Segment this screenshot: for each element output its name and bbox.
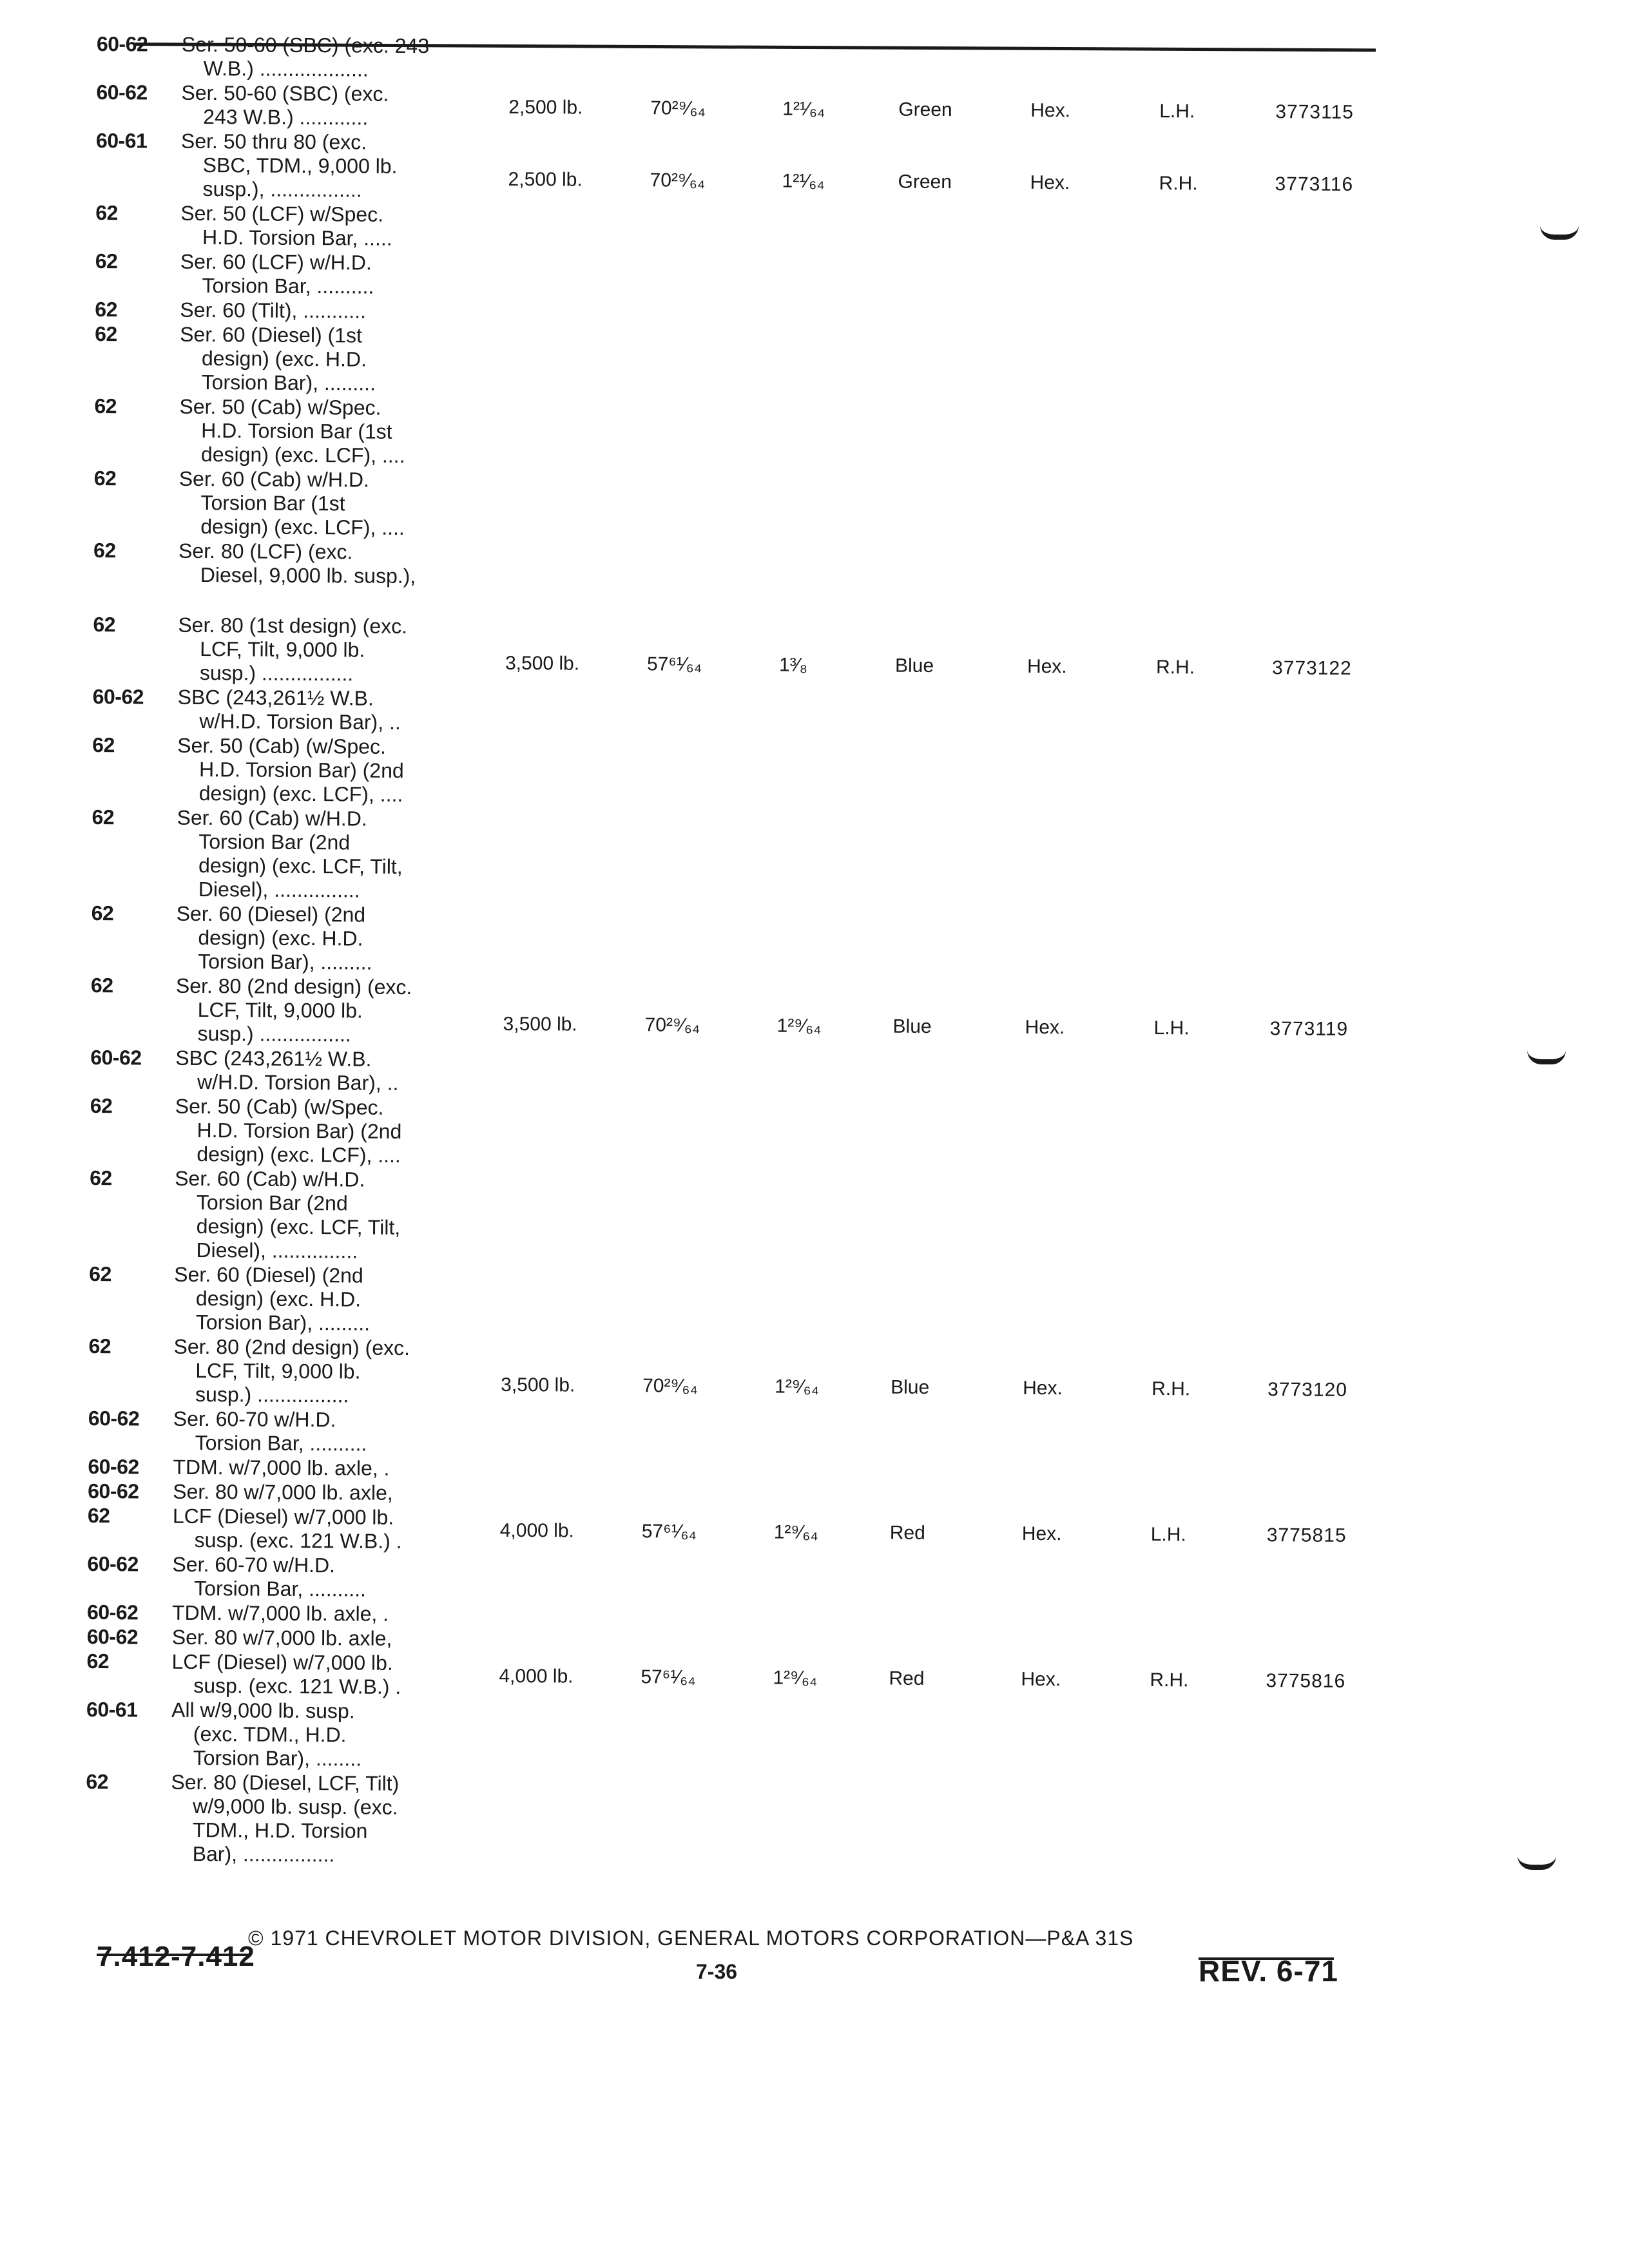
parts-row xyxy=(93,466,1383,546)
hand: R.H. xyxy=(1152,1378,1191,1400)
series-code: 62 xyxy=(90,973,113,997)
application-description xyxy=(172,1553,443,1602)
series-code: 60-62 xyxy=(92,684,144,709)
series-code: 60-62 xyxy=(86,1624,139,1649)
application-description xyxy=(175,1095,446,1168)
part-number: 3773115 xyxy=(1275,101,1354,123)
bar-length: 57⁶¹⁄₆₄ xyxy=(641,1521,697,1542)
end-type: Hex. xyxy=(1023,1377,1063,1399)
binding-mark xyxy=(1527,1050,1566,1064)
bar-diameter: 1³⁄₈ xyxy=(778,654,808,676)
description-line: Torsion Bar, .......... xyxy=(194,1576,367,1601)
description-line: design) (exc. LCF), .... xyxy=(200,443,405,467)
description-line: W.B.) ................... xyxy=(203,57,369,81)
part-number: 3773120 xyxy=(1268,1379,1348,1401)
bar-length: 57⁶¹⁄₆₄ xyxy=(646,653,702,675)
description-line: H.D. Torsion Bar (1st xyxy=(201,419,392,443)
series-code: 62 xyxy=(91,901,114,925)
description-line: design) (exc. LCF), .... xyxy=(200,515,405,539)
description-line: SBC, TDM., 9,000 lb. xyxy=(202,153,398,178)
description-line: H.D. Torsion Bar) (2nd xyxy=(198,757,404,782)
parts-row xyxy=(92,685,1381,741)
end-type: Hex. xyxy=(1025,1016,1065,1039)
description-line: Ser. 50 (Cab) w/Spec. xyxy=(179,394,381,419)
description-line: Ser. 60 (Diesel) (1st xyxy=(180,322,363,347)
application-description xyxy=(173,1407,444,1457)
application-description xyxy=(173,1335,445,1408)
end-type: Hex. xyxy=(1030,171,1070,194)
description-line: Diesel), ............... xyxy=(198,877,360,902)
series-code: 62 xyxy=(88,1334,111,1358)
description-line: susp.) ................ xyxy=(197,1021,351,1046)
description-line: susp. (exc. 121 W.B.) . xyxy=(194,1528,402,1553)
parts-row xyxy=(91,901,1380,981)
series-code: 60-62 xyxy=(88,1454,139,1479)
revision-label: REV. 6-71 xyxy=(1199,1954,1338,1988)
end-type: Hex. xyxy=(1021,1668,1061,1691)
parts-row xyxy=(88,1334,1378,1414)
description-line: TDM. w/7,000 lb. axle, . xyxy=(173,1455,390,1480)
description-line: design) (exc. H.D. xyxy=(198,925,363,950)
parts-row xyxy=(90,974,1380,1053)
application-description xyxy=(173,1480,443,1506)
application-description xyxy=(178,613,449,687)
part-number: 3773122 xyxy=(1271,657,1352,679)
series-code: 62 xyxy=(92,733,115,757)
load-rating: 3,500 lb. xyxy=(503,1013,577,1035)
series-code: 60-62 xyxy=(88,1479,139,1503)
parts-row xyxy=(96,81,1385,137)
end-type: Hex. xyxy=(1027,655,1067,678)
series-code: 62 xyxy=(95,297,118,322)
description-line: Torsion Bar (1st xyxy=(200,491,345,515)
description-line: SBC (243,261½ W.B. xyxy=(175,1046,372,1071)
parts-row xyxy=(92,733,1382,813)
description-line: LCF (Diesel) w/7,000 lb. xyxy=(172,1504,394,1529)
description-line: Ser. 80 (Diesel, LCF, Tilt) xyxy=(171,1770,400,1795)
description-line: Torsion Bar (2nd xyxy=(196,1190,348,1215)
parts-row xyxy=(95,249,1383,305)
parts-row xyxy=(86,1649,1375,1706)
series-code: 62 xyxy=(86,1769,109,1794)
series-code: 62 xyxy=(90,1093,113,1118)
description-line: design) (exc. LCF), .... xyxy=(197,1142,401,1167)
description-line: Ser. 60 (Cab) w/H.D. xyxy=(175,1166,365,1191)
color-code: Green xyxy=(898,171,952,193)
description-line: All w/9,000 lb. susp. xyxy=(171,1698,355,1723)
application-description xyxy=(176,902,447,975)
application-description xyxy=(172,1601,443,1627)
description-line: w/H.D. Torsion Bar), .. xyxy=(197,1070,399,1095)
application-description xyxy=(179,395,450,468)
parts-row xyxy=(88,1407,1377,1463)
series-code: 62 xyxy=(90,1166,112,1190)
application-description xyxy=(182,33,452,82)
description-line: design) (exc. H.D. xyxy=(201,347,367,371)
load-rating: 4,000 lb. xyxy=(499,1665,574,1687)
bar-diameter: 1²¹⁄₆₄ xyxy=(782,170,825,192)
description-line: Ser. 60-70 w/H.D. xyxy=(173,1407,336,1432)
series-code: 60-62 xyxy=(86,1600,139,1624)
application-description xyxy=(175,1046,446,1096)
description-line: Ser. 80 (LCF) (exc. xyxy=(178,539,353,564)
application-description xyxy=(173,1456,443,1481)
description-line: Ser. 60-70 w/H.D. xyxy=(172,1552,336,1577)
series-code: 60-62 xyxy=(90,1045,142,1070)
description-line: design) (exc. LCF, Tilt, xyxy=(196,1214,401,1239)
description-line: Ser. 80 (1st design) (exc. xyxy=(178,613,408,638)
description-line: LCF (Diesel) w/7,000 lb. xyxy=(171,1649,393,1675)
application-description xyxy=(181,81,452,131)
description-line: TDM. w/7,000 lb. axle, . xyxy=(171,1600,389,1626)
application-description xyxy=(180,323,451,396)
description-line: Ser. 80 w/7,000 lb. axle, xyxy=(173,1479,393,1504)
description-line: Torsion Bar), ......... xyxy=(198,949,372,974)
application-description xyxy=(173,1504,443,1554)
parts-row xyxy=(93,613,1382,693)
description-line: Torsion Bar), ........ xyxy=(193,1745,362,1771)
description-line: (exc. TDM., H.D. xyxy=(193,1722,347,1747)
application-description xyxy=(180,250,450,300)
application-description xyxy=(178,467,450,541)
page-number: 7-36 xyxy=(696,1960,738,1983)
description-line: LCF, Tilt, 9,000 lb. xyxy=(195,1358,361,1383)
hand: L.H. xyxy=(1159,101,1195,122)
description-line: 243 W.B.) ............ xyxy=(203,105,369,130)
description-line: design) (exc. LCF, Tilt, xyxy=(198,853,403,878)
end-type: Hex. xyxy=(1021,1523,1062,1545)
parts-row xyxy=(94,394,1383,474)
description-line: susp. (exc. 121 W.B.) . xyxy=(193,1673,401,1698)
hand: L.H. xyxy=(1150,1524,1186,1546)
description-line: LCF, Tilt, 9,000 lb. xyxy=(197,997,363,1023)
binding-mark xyxy=(1540,226,1579,240)
part-number: 3775816 xyxy=(1266,1670,1346,1692)
series-code: 60-61 xyxy=(95,128,148,153)
description-line: H.D. Torsion Bar) (2nd xyxy=(197,1118,402,1143)
application-description xyxy=(171,1698,443,1772)
parts-row xyxy=(97,32,1385,88)
bar-length: 70²⁹⁄₆₄ xyxy=(642,1375,698,1397)
color-code: Red xyxy=(889,1667,925,1689)
bar-length: 70²⁹⁄₆₄ xyxy=(644,1014,700,1036)
series-code: 62 xyxy=(95,249,118,273)
application-description xyxy=(174,1263,445,1336)
series-code: 62 xyxy=(93,466,117,490)
bar-diameter: 1²⁹⁄₆₄ xyxy=(773,1667,818,1689)
load-rating: 2,500 lb. xyxy=(508,168,583,191)
load-rating: 4,000 lb. xyxy=(499,1519,574,1542)
series-code: 62 xyxy=(95,322,117,346)
part-number: 3775815 xyxy=(1266,1524,1347,1546)
binding-mark xyxy=(1518,1856,1556,1870)
color-code: Blue xyxy=(892,1015,932,1037)
parts-row xyxy=(87,1552,1376,1608)
part-number: 3773119 xyxy=(1269,1018,1349,1040)
application-description xyxy=(175,974,447,1048)
parts-row xyxy=(89,1262,1378,1342)
description-line: SBC (243,261½ W.B. xyxy=(177,685,374,710)
description-line: Ser. 50-60 (SBC) (exc. 243 xyxy=(181,32,430,58)
description-line: Torsion Bar), ......... xyxy=(201,370,376,395)
hand: R.H. xyxy=(1159,173,1198,195)
description-line: Ser. 80 w/7,000 lb. axle, xyxy=(171,1625,392,1650)
description-line: H.D. Torsion Bar, ..... xyxy=(202,226,392,250)
description-line: LCF, Tilt, 9,000 lb. xyxy=(200,637,365,662)
description-line: Ser. 50 (LCF) w/Spec. xyxy=(180,201,384,226)
application-description xyxy=(178,539,449,589)
description-line: Ser. 50 (Cab) (w/Spec. xyxy=(175,1094,384,1119)
description-line: Ser. 60 (Diesel) (2nd xyxy=(176,901,366,927)
bar-length: 70²⁹⁄₆₄ xyxy=(650,97,706,119)
description-line: Ser. 50-60 (SBC) (exc. xyxy=(181,81,389,106)
description-line: Ser. 60 (Diesel) (2nd xyxy=(174,1262,363,1287)
description-line: Bar), ................ xyxy=(192,1841,335,1867)
color-code: Blue xyxy=(894,655,934,677)
description-line: w/9,000 lb. susp. (exc. xyxy=(193,1794,398,1819)
hand: R.H. xyxy=(1155,657,1195,678)
end-type: Hex. xyxy=(1030,99,1071,122)
application-description xyxy=(174,1167,445,1264)
parts-row xyxy=(86,1770,1375,1874)
load-rating: 2,500 lb. xyxy=(508,96,583,119)
parts-list xyxy=(86,32,1385,1874)
part-number: 3773116 xyxy=(1275,173,1354,195)
hand: L.H. xyxy=(1153,1017,1190,1039)
series-code: 60-62 xyxy=(87,1552,139,1576)
application-description xyxy=(171,1650,442,1700)
description-line: Ser. 50 (Cab) (w/Spec. xyxy=(177,733,387,758)
bar-diameter: 1²⁹⁄₆₄ xyxy=(773,1521,818,1543)
description-line: Diesel), ............... xyxy=(196,1238,358,1263)
parts-row xyxy=(89,1166,1378,1270)
load-rating: 3,500 lb. xyxy=(505,652,580,675)
load-rating: 3,500 lb. xyxy=(501,1374,575,1396)
color-code: Blue xyxy=(891,1376,930,1398)
series-code: 62 xyxy=(86,1649,110,1673)
description-line: Torsion Bar, .......... xyxy=(195,1430,367,1456)
hand: R.H. xyxy=(1150,1669,1189,1691)
series-code: 60-62 xyxy=(96,32,148,56)
application-description xyxy=(180,130,452,203)
description-line: Ser. 80 (2nd design) (exc. xyxy=(173,1334,410,1360)
application-description xyxy=(172,1626,443,1651)
description-line: Ser. 50 thru 80 (exc. xyxy=(180,129,367,154)
parts-row xyxy=(95,322,1384,402)
color-code: Green xyxy=(898,99,952,121)
parts-row xyxy=(90,1094,1379,1174)
color-code: Red xyxy=(889,1522,925,1544)
description-line: Torsion Bar), ......... xyxy=(195,1310,371,1335)
description-line: Ser. 60 (LCF) w/H.D. xyxy=(180,249,372,274)
description-line: Ser. 60 (Cab) w/H.D. xyxy=(178,466,370,492)
parts-row xyxy=(95,201,1384,257)
series-code: 60-62 xyxy=(96,80,148,104)
description-line: Ser. 80 (2nd design) (exc. xyxy=(175,974,412,999)
description-line: susp.) ................ xyxy=(195,1382,349,1407)
application-description xyxy=(177,734,448,807)
description-line: design) (exc. LCF), .... xyxy=(198,781,403,806)
description-line: Torsion Bar (2nd xyxy=(198,829,351,854)
series-code: 60-61 xyxy=(86,1697,138,1722)
copyright-notice: © 1971 CHEVROLET MOTOR DIVISION, GENERAL MOTORS CORPORATION—P&A 31S xyxy=(248,1927,1134,1950)
application-description xyxy=(171,1771,442,1868)
bar-diameter: 1²¹⁄₆₄ xyxy=(782,98,825,120)
application-description xyxy=(180,202,451,251)
parts-row xyxy=(88,1504,1376,1560)
bar-diameter: 1²⁹⁄₆₄ xyxy=(775,1376,820,1398)
description-line: w/H.D. Torsion Bar), .. xyxy=(199,709,401,734)
bar-length: 70²⁹⁄₆₄ xyxy=(650,169,706,191)
series-code: 62 xyxy=(93,538,116,562)
parts-row xyxy=(86,1698,1376,1778)
parts-row xyxy=(90,1046,1379,1102)
description-line: Torsion Bar, .......... xyxy=(202,274,374,298)
description-line: susp.) ................ xyxy=(199,660,354,686)
bar-length: 57⁶¹⁄₆₄ xyxy=(641,1666,696,1688)
series-code: 62 xyxy=(87,1503,110,1528)
description-line: Ser. 60 (Cab) w/H.D. xyxy=(177,805,367,831)
description-line: design) (exc. H.D. xyxy=(195,1286,361,1311)
application-description xyxy=(177,806,448,903)
series-code: 62 xyxy=(94,394,117,418)
series-code: 62 xyxy=(93,612,116,637)
series-code: 62 xyxy=(92,805,115,829)
series-code: 62 xyxy=(89,1262,111,1286)
series-code: 60-62 xyxy=(88,1406,140,1430)
description-line: Diesel, 9,000 lb. susp.), xyxy=(200,562,416,588)
description-line: susp.), ................ xyxy=(202,177,362,202)
parts-row xyxy=(95,129,1385,209)
series-code: 62 xyxy=(95,200,118,225)
description-line: Ser. 60 (Tilt), ........... xyxy=(180,298,367,323)
application-description xyxy=(177,686,448,735)
description-line: TDM., H.D. Torsion xyxy=(192,1818,368,1843)
parts-row xyxy=(92,805,1381,909)
bar-diameter: 1²⁹⁄₆₄ xyxy=(776,1015,822,1037)
parts-row xyxy=(93,539,1382,595)
section-code: 7.412-7.412 xyxy=(97,1941,255,1972)
application-description xyxy=(180,298,450,324)
